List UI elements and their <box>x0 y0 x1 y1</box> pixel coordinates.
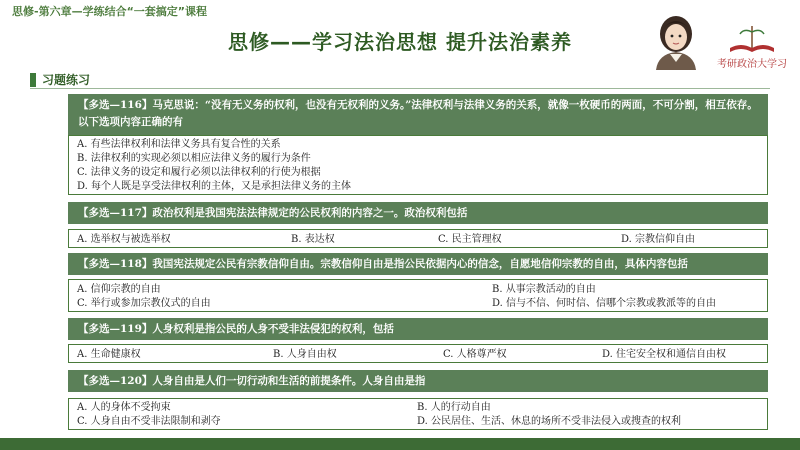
question-tag: 【多选—117】 <box>78 207 153 219</box>
option-c[interactable]: C. 民主管理权 <box>438 234 502 245</box>
question-text: 我国宪法规定公民有宗教信仰自由。宗教信仰自由是指公民依据内心的信念，自愿地信仰宗教的自由，具体内容包括 <box>152 258 688 270</box>
option-b[interactable]: B. 人的行动自由 <box>417 402 491 413</box>
option-b[interactable]: B. 表达权 <box>291 234 335 245</box>
logo <box>708 22 796 70</box>
option-c[interactable]: C. 法律义务的设定和履行必须以法律权利的行使为根据 <box>77 167 321 178</box>
question-text: 政治权利是我国宪法法律规定的公民权利的内容之一。政治权利包括 <box>152 207 468 219</box>
question-text: 人身权利是指公民的人身不受非法侵犯的权利，包括 <box>152 323 394 335</box>
option-d[interactable]: D. 宗教信仰自由 <box>621 234 696 245</box>
question-tag: 【多选—118】 <box>78 258 153 270</box>
option-c[interactable]: C. 人身自由不受非法限制和剥夺 <box>77 416 221 427</box>
footer-bar <box>0 438 800 450</box>
option-a[interactable]: A. 人的身体不受拘束 <box>77 402 171 413</box>
option-b[interactable]: B. 从事宗教活动的自由 <box>492 284 596 295</box>
section-header <box>30 73 770 87</box>
question-tag: 【多选—119】 <box>78 323 153 335</box>
teacher-avatar-icon <box>648 10 704 70</box>
question-119 <box>68 318 768 340</box>
question-text: 马克思说：“没有无义务的权利，也没有无权利的义务。”法律权利与法律义务的关系，就像一枚硬币的两面，不可分割，相互依存。以下选项内容正确的有 <box>78 99 758 128</box>
option-a[interactable]: A. 选举权与被选举权 <box>77 234 171 245</box>
option-d[interactable]: D. 每个人既是享受法律权利的主体，又是承担法律义务的主体 <box>77 181 352 192</box>
question-tag: 【多选—116】 <box>78 99 153 111</box>
question-text: 人身自由是人们一切行动和生活的前提条件。人身自由是指 <box>152 375 426 387</box>
option-a[interactable]: A. 生命健康权 <box>77 349 141 360</box>
option-d[interactable]: D. 住宅安全权和通信自由权 <box>602 349 727 360</box>
option-c[interactable]: C. 人格尊严权 <box>443 349 507 360</box>
course-title: 思修-第六章—学练结合“一套搞定”课程 <box>12 5 208 18</box>
section-label: 习题练习 <box>42 73 91 87</box>
logo-text: 考研政治大学习 <box>717 59 787 70</box>
options-116 <box>68 135 768 195</box>
question-118 <box>68 253 768 275</box>
option-a[interactable]: A. 信仰宗教的自由 <box>77 284 161 295</box>
options-119 <box>68 344 768 363</box>
question-120 <box>68 370 768 392</box>
option-c[interactable]: C. 举行或参加宗教仪式的自由 <box>77 298 211 309</box>
options-117 <box>68 229 768 248</box>
option-b[interactable]: B. 法律权利的实现必须以相应法律义务的履行为条件 <box>77 153 311 164</box>
option-d[interactable]: D. 信与不信、何时信、信哪个宗教或教派等的自由 <box>492 298 717 309</box>
section-marker <box>30 73 36 87</box>
page-title: 思修——学习法治思想 提升法治素养 <box>228 30 572 54</box>
options-120 <box>68 398 768 430</box>
question-116 <box>68 94 768 136</box>
option-a[interactable]: A. 有些法律权利和法律义务具有复合性的关系 <box>77 139 281 150</box>
section-divider <box>30 88 770 89</box>
question-tag: 【多选—120】 <box>78 375 153 387</box>
option-d[interactable]: D. 公民居住、生活、休息的场所不受非法侵入或搜查的权利 <box>417 416 682 427</box>
option-b[interactable]: B. 人身自由权 <box>273 349 337 360</box>
book-logo-icon <box>708 22 796 58</box>
question-117 <box>68 202 768 224</box>
options-118 <box>68 279 768 312</box>
